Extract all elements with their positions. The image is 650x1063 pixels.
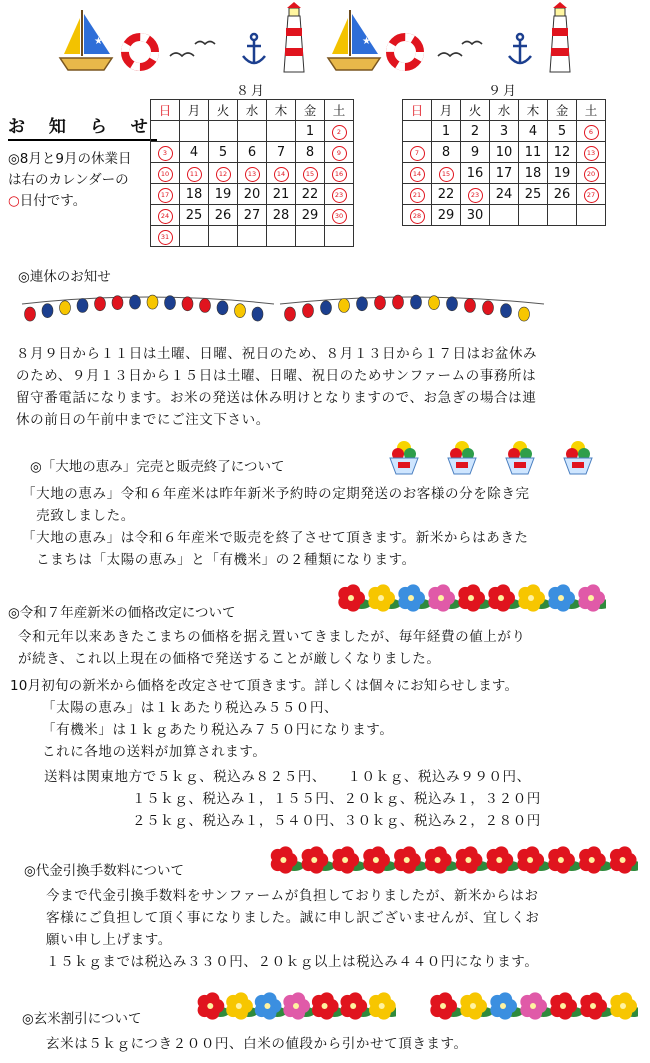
hibiscus-icon (394, 846, 427, 873)
hibiscus-icon (548, 846, 581, 873)
notice-body-prefix: ◎8月と9月の休業日は右のカレンダーの (8, 151, 132, 188)
lighthouse-icon (284, 2, 304, 72)
shipping-fees (44, 766, 644, 832)
lighthouse-icon (550, 2, 570, 72)
lantern-icon (130, 295, 141, 309)
calendar-august-title: ８月 (236, 84, 267, 99)
calendar-day: 16 (461, 163, 490, 184)
lantern-icon (25, 307, 36, 321)
paragraph-renkyu (16, 343, 636, 431)
calendar-day: 29 (296, 205, 325, 226)
paragraph-line: 客様にご負担して頂く事になりました。誠に申し訳ございませんが、宜しくお (46, 910, 540, 926)
paragraph-line: 「太陽の恵み」は１ｋあたり税込み５５０円、 (42, 700, 339, 716)
calendar-day: 19 (548, 163, 577, 184)
holiday-day: 10 (158, 167, 173, 182)
calendar-day: 22 (296, 184, 325, 205)
seagull-icon (438, 42, 482, 57)
calendar-day: 6 (238, 142, 267, 163)
calendar-day: 19 (209, 184, 238, 205)
lantern-icon (321, 301, 332, 315)
calendar-day (238, 121, 267, 142)
calendar-week-row (403, 163, 606, 184)
holiday-day: 24 (158, 209, 173, 224)
lantern-icon (393, 295, 404, 309)
paragraph-line: 「大地の恵み」令和６年産米は昨年新米予約時の定期発送のお客様の分を除き完 (22, 486, 530, 502)
calendar-day (403, 121, 432, 142)
hibiscus-icon (610, 846, 638, 873)
calendar-day: 2 (461, 121, 490, 142)
calendar-day (461, 184, 490, 205)
hibiscus-icon (255, 992, 287, 1019)
calendar-day (548, 205, 577, 226)
calendar-day (577, 121, 606, 142)
calendar-day (151, 226, 180, 247)
calendar-day (209, 121, 238, 142)
anchor-icon (509, 34, 531, 64)
hibiscus-icon (363, 846, 396, 873)
hibiscus-icon (338, 584, 371, 611)
holiday-day: 6 (584, 125, 599, 140)
calendar-weekday: 月 (180, 100, 209, 121)
section-heading-cod: ◎代金引換手数料について (24, 863, 185, 879)
calendar-day: 8 (296, 142, 325, 163)
holiday-day: 20 (584, 167, 599, 182)
lantern-icon (429, 296, 440, 310)
shaved-ice-decoration (382, 438, 612, 478)
lantern-icon (60, 301, 71, 315)
lantern-icon (165, 296, 176, 310)
calendar-day (325, 226, 354, 247)
paragraph-line: こまちは「太陽の恵み」と「有機米」の２種類になります。 (22, 552, 416, 568)
lantern-icon (77, 299, 88, 313)
section-heading-genmai: ◎玄米割引について (22, 1011, 142, 1027)
lifebuoy-icon (125, 37, 155, 67)
calendar-day (209, 163, 238, 184)
shaved-ice-icon (448, 441, 476, 474)
holiday-day: 16 (332, 167, 347, 182)
hibiscus-icon (226, 992, 258, 1019)
hibiscus-icon (368, 584, 401, 611)
hibiscus-icon (488, 584, 521, 611)
calendar-weekday: 月 (432, 100, 461, 121)
paragraph-genmai (46, 1033, 646, 1055)
lantern-icon (339, 299, 350, 313)
calendar-day: 17 (490, 163, 519, 184)
holiday-day: 2 (332, 125, 347, 140)
holiday-day: 30 (332, 209, 347, 224)
paragraph-line: 「有機米」は１ｋｇあたり税込み７５０円になります。 (42, 722, 394, 738)
hibiscus-icon (369, 992, 396, 1019)
calendar-day: 3 (490, 121, 519, 142)
paragraph-line: ２５ｋｇ、税込み１，５４０円、３０ｋｇ、税込み２，２８０円 (132, 813, 541, 829)
hibiscus-icon (579, 846, 612, 873)
calendar-day: 12 (548, 142, 577, 163)
lantern-icon (357, 297, 368, 311)
calendar-day: 29 (432, 205, 461, 226)
calendar-week-row (151, 163, 354, 184)
lantern-icon (42, 304, 53, 318)
calendar-week-row (151, 142, 354, 163)
calendar-day (432, 163, 461, 184)
calendar-day: 4 (180, 142, 209, 163)
paragraph-daichi (22, 483, 642, 571)
hibiscus-icon (458, 584, 491, 611)
shaved-ice-icon (506, 441, 534, 474)
price-announcement: 10月初旬の新米から価格を改定させて頂きます。詳しくは個々にお知らせします。 (10, 678, 519, 694)
lantern-icon (303, 304, 314, 318)
seagull-icon (170, 42, 215, 57)
calendar-day (296, 226, 325, 247)
holiday-mark: ○ (8, 193, 20, 209)
holiday-day: 13 (245, 167, 260, 182)
hibiscus-icon (430, 992, 463, 1019)
holiday-day: 12 (216, 167, 231, 182)
calendar-week-row (151, 205, 354, 226)
calendar-day (577, 142, 606, 163)
holiday-day: 15 (303, 167, 318, 182)
lantern-icon (483, 301, 494, 315)
calendar-day (267, 163, 296, 184)
shaved-ice-icon (564, 441, 592, 474)
lantern-icon (519, 307, 530, 321)
calendar-day: 30 (461, 205, 490, 226)
lantern-icon (112, 296, 123, 310)
lantern-icon (217, 301, 228, 315)
calendar-day (238, 163, 267, 184)
calendar-weekday: 日 (403, 100, 432, 121)
calendar-week-row (403, 121, 606, 142)
section-heading-renkyu: ◎連休のお知せ (18, 269, 111, 285)
lantern-icon (252, 307, 263, 321)
calendar-day: 4 (519, 121, 548, 142)
calendar-day: 18 (519, 163, 548, 184)
calendar-weekday: 水 (238, 100, 267, 121)
paragraph-line: 「大地の恵み」は令和６年産米で販売を終了させて頂きます。新米からはあきた (22, 530, 529, 546)
calendar-day: 18 (180, 184, 209, 205)
calendar-day (267, 226, 296, 247)
paragraph-line: ８月９日から１１日は土曜、日曜、祝日のため、８月１３日から１７日はお盆休み (16, 346, 538, 362)
calendar-day: 11 (519, 142, 548, 163)
calendar-day: 28 (267, 205, 296, 226)
holiday-day: 13 (584, 146, 599, 161)
hibiscus-icon (332, 846, 365, 873)
hibiscus-icon (283, 992, 315, 1019)
lantern-icon (465, 299, 476, 313)
calendar-day: 9 (461, 142, 490, 163)
calendar-day (151, 142, 180, 163)
hibiscus-icon (580, 992, 613, 1019)
hibiscus-icon (302, 846, 335, 873)
paragraph-line: 休の前日の午前中までにご注文下さい。 (16, 412, 270, 428)
calendar-weekday: 火 (461, 100, 490, 121)
price-detail (42, 697, 602, 763)
holiday-day: 31 (158, 230, 173, 245)
calendar-day (325, 163, 354, 184)
lantern-icon (285, 307, 296, 321)
holiday-day: 23 (332, 188, 347, 203)
calendar-day: 8 (432, 142, 461, 163)
paragraph-line: 留守番電話になります。お米の発送は休み明けとなりますので、お急ぎの場合は連 (16, 390, 537, 406)
paragraph-line: 願い申し上げます。 (46, 932, 172, 948)
calendar-day: 25 (180, 205, 209, 226)
lantern-icon (147, 295, 158, 309)
calendar-day (325, 184, 354, 205)
hibiscus-icon (271, 846, 304, 873)
calendar-day: 20 (238, 184, 267, 205)
calendar-header-row (403, 100, 606, 121)
paragraph-line: １５ｋｇ、税込み１，１５５円、２０ｋｇ、税込み１，３２０円 (132, 791, 541, 807)
calendar-day (151, 163, 180, 184)
calendar-day (325, 142, 354, 163)
holiday-day: 11 (187, 167, 202, 182)
calendar-day: 5 (209, 142, 238, 163)
hibiscus-icon (425, 846, 458, 873)
calendar-day: 7 (267, 142, 296, 163)
calendar-day: 10 (490, 142, 519, 163)
calendar-day (151, 205, 180, 226)
paragraph-line: 玄米は５ｋｇにつき２００円、白米の値段から引かせて頂きます。 (46, 1036, 468, 1052)
calendar-day: 26 (548, 184, 577, 205)
notice-body (8, 149, 136, 212)
svg-text:★: ★ (362, 36, 371, 47)
calendar-day (180, 163, 209, 184)
lantern-icon (95, 297, 106, 311)
section-heading-price: ◎令和７年産新米の価格改定について (8, 605, 236, 621)
holiday-day: 28 (410, 209, 425, 224)
calendar-weekday: 木 (519, 100, 548, 121)
calendar-day (403, 163, 432, 184)
lantern-garland (18, 292, 548, 332)
paragraph-line: これに各地の送料が加算されます。 (42, 744, 267, 760)
holiday-day: 14 (274, 167, 289, 182)
calendar-weekday: 水 (490, 100, 519, 121)
calendar-day (403, 205, 432, 226)
calendar-day (267, 121, 296, 142)
hibiscus-icon (398, 584, 431, 611)
paragraph-line: が続き、これ以上現在の価格で発送することが厳しくなりました。 (18, 651, 441, 667)
paragraph-line: 売致しました。 (22, 508, 135, 524)
svg-text:★: ★ (94, 36, 103, 47)
calendar-week-row (151, 184, 354, 205)
calendar-day: 1 (296, 121, 325, 142)
holiday-day: 9 (332, 146, 347, 161)
calendar-weekday: 火 (209, 100, 238, 121)
paragraph-cod (46, 885, 646, 973)
calendar-header-row (151, 100, 354, 121)
hibiscus-icon (550, 992, 583, 1019)
calendar-weekday: 日 (151, 100, 180, 121)
calendar-week-row (151, 226, 354, 247)
calendar-day: 1 (432, 121, 461, 142)
calendar-day: 5 (548, 121, 577, 142)
calendar-september-title: ９月 (488, 84, 519, 99)
hibiscus-icon (198, 992, 230, 1019)
calendar-day (151, 184, 180, 205)
calendar-day (403, 142, 432, 163)
calendar-weekday: 土 (325, 100, 354, 121)
calendar-day (403, 184, 432, 205)
lantern-icon (182, 297, 193, 311)
holiday-day: 21 (410, 188, 425, 203)
hibiscus-garland (196, 986, 396, 1026)
calendar-day: 27 (238, 205, 267, 226)
hibiscus-icon (490, 992, 523, 1019)
calendar-week-row (403, 142, 606, 163)
paragraph-line: 今まで代金引換手数料をサンファームが負担しておりましたが、新米からはお (46, 888, 539, 904)
holiday-day: 17 (158, 188, 173, 203)
calendar-day (577, 205, 606, 226)
calendar-day (519, 205, 548, 226)
nautical-banner (0, 0, 650, 80)
holiday-day: 14 (410, 167, 425, 182)
calendar-day (151, 121, 180, 142)
calendar-august (150, 99, 354, 247)
calendar-day (490, 205, 519, 226)
sailboat-icon (60, 10, 112, 70)
paragraph-line: のため、９月１３日から１５日は土曜、日曜、祝日のためサンファームの事務所は (16, 368, 537, 384)
calendar-week-row (151, 121, 354, 142)
notice-title: お 知 ら せ (8, 112, 157, 141)
hibiscus-icon (518, 584, 551, 611)
lifebuoy-icon (390, 37, 420, 67)
calendar-day (180, 121, 209, 142)
calendar-day (577, 163, 606, 184)
hibiscus-icon (487, 846, 520, 873)
sailboat-icon (328, 10, 380, 70)
calendar-weekday: 土 (577, 100, 606, 121)
paragraph-line: 送料は関東地方で５ｋｇ、税込み８２５円、 １０ｋｇ、税込み９９０円、 (44, 769, 531, 785)
lantern-icon (501, 304, 512, 318)
hibiscus-icon (460, 992, 493, 1019)
lantern-icon (447, 297, 458, 311)
anchor-icon (243, 34, 265, 64)
hibiscus-icon (610, 992, 638, 1019)
hibiscus-icon (340, 992, 372, 1019)
hibiscus-icon (312, 992, 344, 1019)
calendar-week-row (403, 205, 606, 226)
calendar-september (402, 99, 606, 226)
hibiscus-garland (428, 986, 638, 1026)
hibiscus-icon (517, 846, 550, 873)
calendar-weekday: 木 (267, 100, 296, 121)
calendar-day (325, 205, 354, 226)
paragraph-price (18, 626, 648, 670)
hibiscus-garland (268, 840, 638, 880)
holiday-day: 27 (584, 188, 599, 203)
hibiscus-garland (336, 578, 606, 622)
calendar-day (325, 121, 354, 142)
lantern-icon (375, 296, 386, 310)
holiday-day: 3 (158, 146, 173, 161)
paragraph-line: １５ｋｇまでは税込み３３０円、２０ｋｇ以上は税込み４４０円になります。 (46, 954, 539, 970)
calendar-day: 21 (267, 184, 296, 205)
hibiscus-icon (548, 584, 581, 611)
holiday-day: 7 (410, 146, 425, 161)
calendar-day (180, 226, 209, 247)
calendar-day (209, 226, 238, 247)
calendar-day (296, 163, 325, 184)
hibiscus-icon (456, 846, 489, 873)
shaved-ice-icon (390, 441, 418, 474)
calendar-day: 25 (519, 184, 548, 205)
calendar-weekday: 金 (296, 100, 325, 121)
calendar-week-row (403, 184, 606, 205)
holiday-day: 23 (468, 188, 483, 203)
section-heading-daichi: ◎「大地の恵み」完売と販売終了について (30, 459, 285, 475)
calendar-day (577, 184, 606, 205)
lantern-icon (235, 304, 246, 318)
calendar-day: 22 (432, 184, 461, 205)
paragraph-line: 令和元年以来あきたこまちの価格を据え置いてきましたが、毎年経費の値上がり (18, 629, 526, 645)
calendar-day: 26 (209, 205, 238, 226)
notice-body-suffix: 日付です。 (19, 193, 87, 209)
hibiscus-icon (578, 584, 606, 611)
lantern-icon (200, 299, 211, 313)
calendar-day (238, 226, 267, 247)
calendar-day: 24 (490, 184, 519, 205)
hibiscus-icon (520, 992, 553, 1019)
holiday-day: 15 (439, 167, 454, 182)
calendar-weekday: 金 (548, 100, 577, 121)
hibiscus-icon (428, 584, 461, 611)
lantern-icon (411, 295, 422, 309)
